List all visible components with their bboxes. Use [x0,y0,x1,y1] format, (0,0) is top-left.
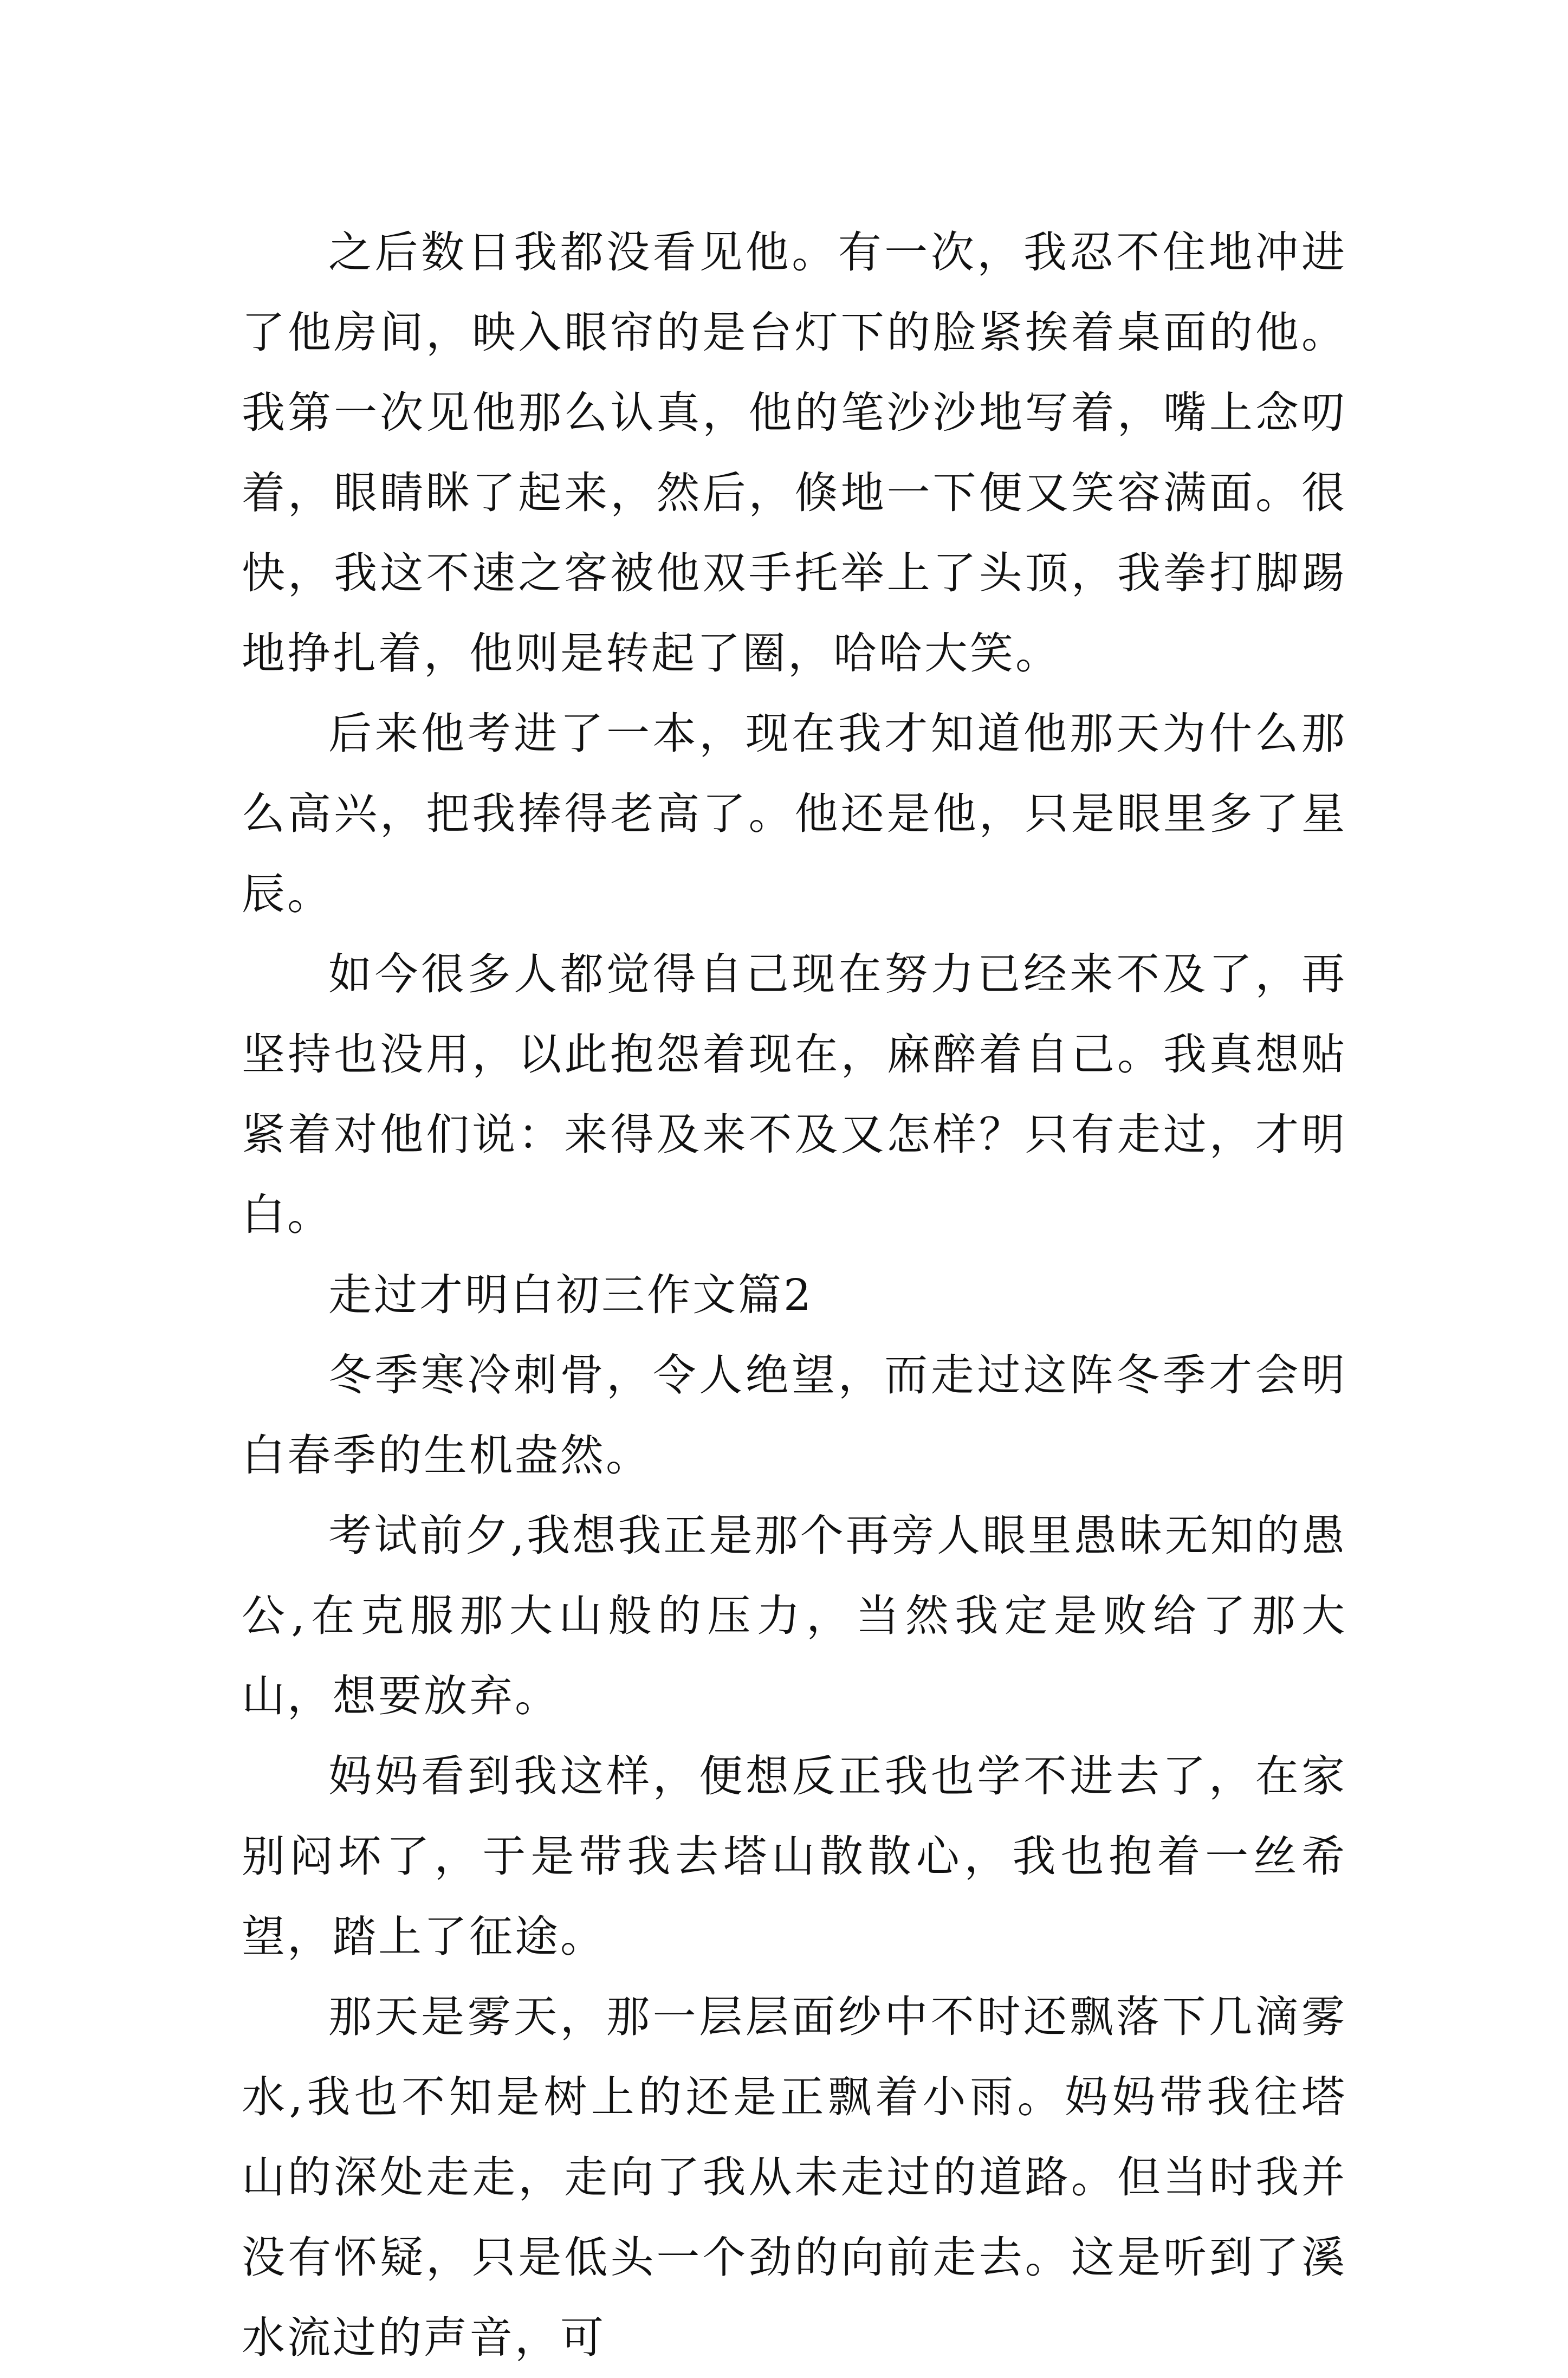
paragraph-5: 考试前夕,我想我正是那个再旁人眼里愚昧无知的愚公,在克服那大山般的压力，当然我定是败给了那大山，想要放弃。 [242,1510,1347,1721]
paragraph-1: 之后数日我都没看见他。有一次，我忍不住地冲进了他房间，映入眼帘的是台灯下的脸紧挨着桌面的他。我第一次见他那么认真，他的笔沙沙地写着，嘴上念叨着，眼睛眯了起来，然后，倏地一下便又笑容满面。很快，我这不速之客被他双手托举上了头顶，我拳打脚踢地挣扎着，他则是转起了圈，哈哈大笑。 [242,227,1347,678]
section-heading: 走过才明白初三作文篇2 [328,1270,813,1320]
paragraph-7: 那天是雾天，那一层层面纱中不时还飘落下几滴雾水,我也不知是树上的还是正飘着小雨。妈妈带我往塔山的深处走走，走向了我从未走过的道路。但当时我并没有怀疑，只是低头一个劲的向前走去。这是听到了溪水流过的声音，可 [242,1992,1347,2363]
document-page [242,212,1347,2378]
paragraph-3: 如今很多人都觉得自己现在努力已经来不及了，再坚持也没用，以此抱怨着现在，麻醉着自己。我真想贴紧着对他们说：来得及来不及又怎样？只有走过，才明白。 [242,949,1347,1240]
paragraph-4: 冬季寒冷刺骨，令人绝望，而走过这阵冬季才会明白春季的生机盎然。 [242,1350,1347,1481]
paragraph-2: 后来他考进了一本，现在我才知道他那天为什么那么高兴，把我捧得老高了。他还是他，只是眼里多了星辰。 [242,708,1347,919]
paragraph-6: 妈妈看到我这样，便想反正我也学不进去了，在家别闷坏了，于是带我去塔山散散心，我也抱着一丝希望，踏上了征途。 [242,1751,1347,1962]
